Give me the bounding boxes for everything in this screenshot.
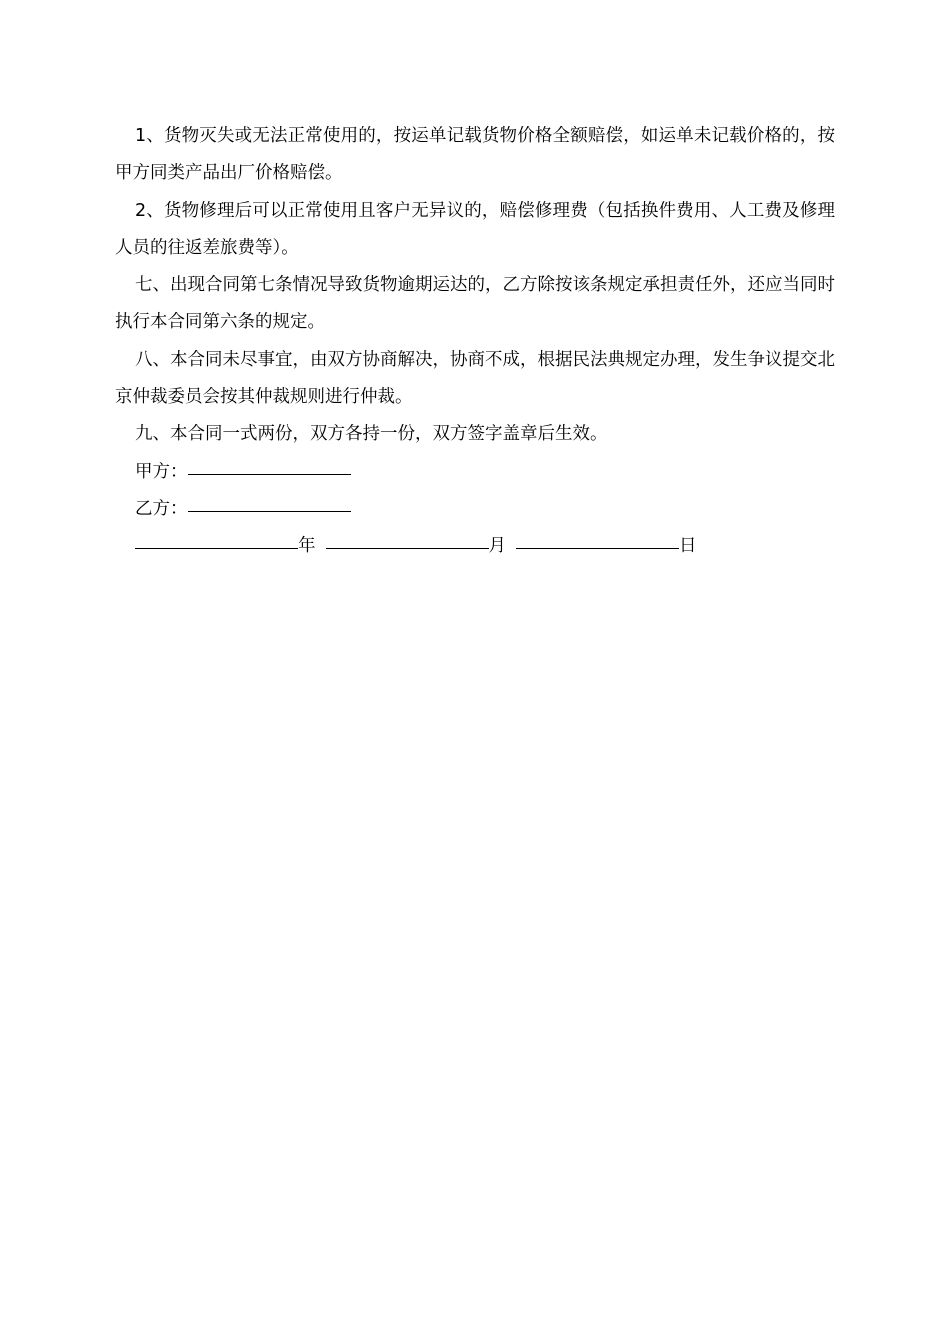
party-b-signature bbox=[115, 491, 835, 528]
signing-date bbox=[115, 528, 835, 565]
year-label: 年 bbox=[298, 536, 316, 557]
clause-compensation-loss: 1、货物灭失或无法正常使用的，按运单记载货物价格全额赔偿，如运单未记载价格的，按甲方同类产品出厂价格赔偿。 bbox=[115, 126, 835, 184]
day-label: 日 bbox=[679, 536, 697, 557]
month-blank[interactable] bbox=[326, 530, 489, 549]
month-label: 月 bbox=[488, 536, 506, 557]
contract-body bbox=[115, 118, 835, 566]
clause-seven-delay: 七、出现合同第七条情况导致货物逾期运达的，乙方除按该条规定承担责任外，还应当同时执行本合同第六条的规定。 bbox=[115, 275, 835, 333]
party-b-label: 乙方： bbox=[135, 498, 188, 519]
year-blank[interactable] bbox=[135, 530, 298, 549]
clause-compensation-repair: 2、货物修理后可以正常使用且客户无异议的，赔偿修理费（包括换件费用、人工费及修理人员的往返差旅费等）。 bbox=[115, 200, 835, 258]
party-a-label: 甲方： bbox=[135, 461, 188, 482]
party-b-blank[interactable] bbox=[188, 493, 351, 512]
party-a-blank[interactable] bbox=[188, 456, 351, 475]
clause-nine-copies: 九、本合同一式两份，双方各持一份，双方签字盖章后生效。 bbox=[135, 424, 608, 445]
day-blank[interactable] bbox=[516, 530, 679, 549]
clause-eight-disputes: 八、本合同未尽事宜，由双方协商解决，协商不成，根据民法典规定办理，发生争议提交北京仲裁委员会按其仲裁规则进行仲裁。 bbox=[115, 349, 835, 408]
party-a-signature bbox=[115, 454, 835, 491]
